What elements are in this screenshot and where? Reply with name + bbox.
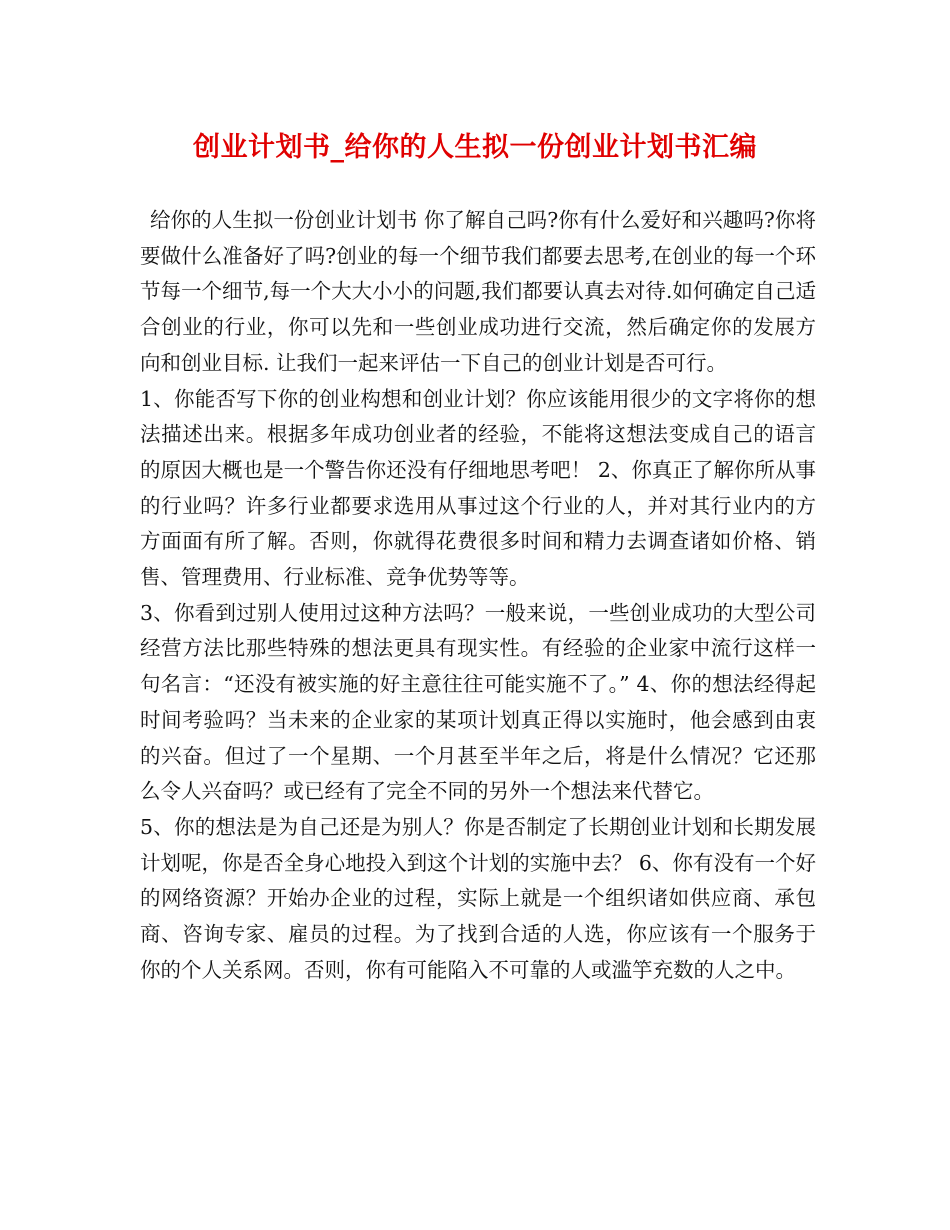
paragraph-questions-1-2: 1、你能否写下你的创业构想和创业计划？你应该能用很少的文字将你的想法描述出来。根据多年成功创业者的经验，不能将这想法变成自己的语言的原因大概也是一个警告你还没有仔细地思考吧！ 2、你真正了解你所从事的行业吗？许多行业都要求选用从事过这个行业的人，并对其行业内的方方面面有所了解。否则，你就得花费很多时间和精力去调查诸如价格、销售、管理费用、行业标准、竞争优势等等。 bbox=[140, 386, 816, 590]
document-title: 创业计划书_给你的人生拟一份创业计划书汇编 bbox=[193, 132, 757, 163]
paragraph-questions-3-4: 3、你看到过别人使用过这种方法吗？一般来说，一些创业成功的大型公司经营方法比那些特殊的想法更具有现实性。有经验的企业家中流行这样一句名言：“还没有被实施的好主意往往可能实施不了。” 4、你的想法经得起时间考验吗？当未来的企业家的某项计划真正得以实施时，他会感到由衷的兴奋。但过了一个星期、一个月甚至半年之后，将是什么情况？它还那么令人兴奋吗？或已经有了完全不同的另外一个想法来代替它。 bbox=[140, 600, 816, 804]
document-body bbox=[140, 203, 816, 988]
paragraph-questions-5-6: 5、你的想法是为自己还是为别人？你是否制定了长期创业计划和长期发展计划呢，你是否全身心地投入到这个计划的实施中去？ 6、你有没有一个好的网络资源？开始办企业的过程，实际上就是一个组织诸如供应商、承包商、咨询专家、雇员的过程。为了找到合适的人选，你应该有一个服务于你的个人关系网。否则，你有可能陷入不可靠的人或滥竽充数的人之中。 bbox=[140, 814, 816, 982]
intro-paragraph: 给你的人生拟一份创业计划书 你了解自己吗?你有什么爱好和兴趣吗?你将要做什么准备好了吗?创业的每一个细节我们都要去思考,在创业的每一个环节每一个细节,每一个大大小小的问题,我们都要认真去对待.如何确定自己适合创业的行业，你可以先和一些创业成功进行交流，然后确定你的发展方向和创业目标. 让我们一起来评估一下自己的创业计划是否可行。 bbox=[140, 208, 816, 375]
